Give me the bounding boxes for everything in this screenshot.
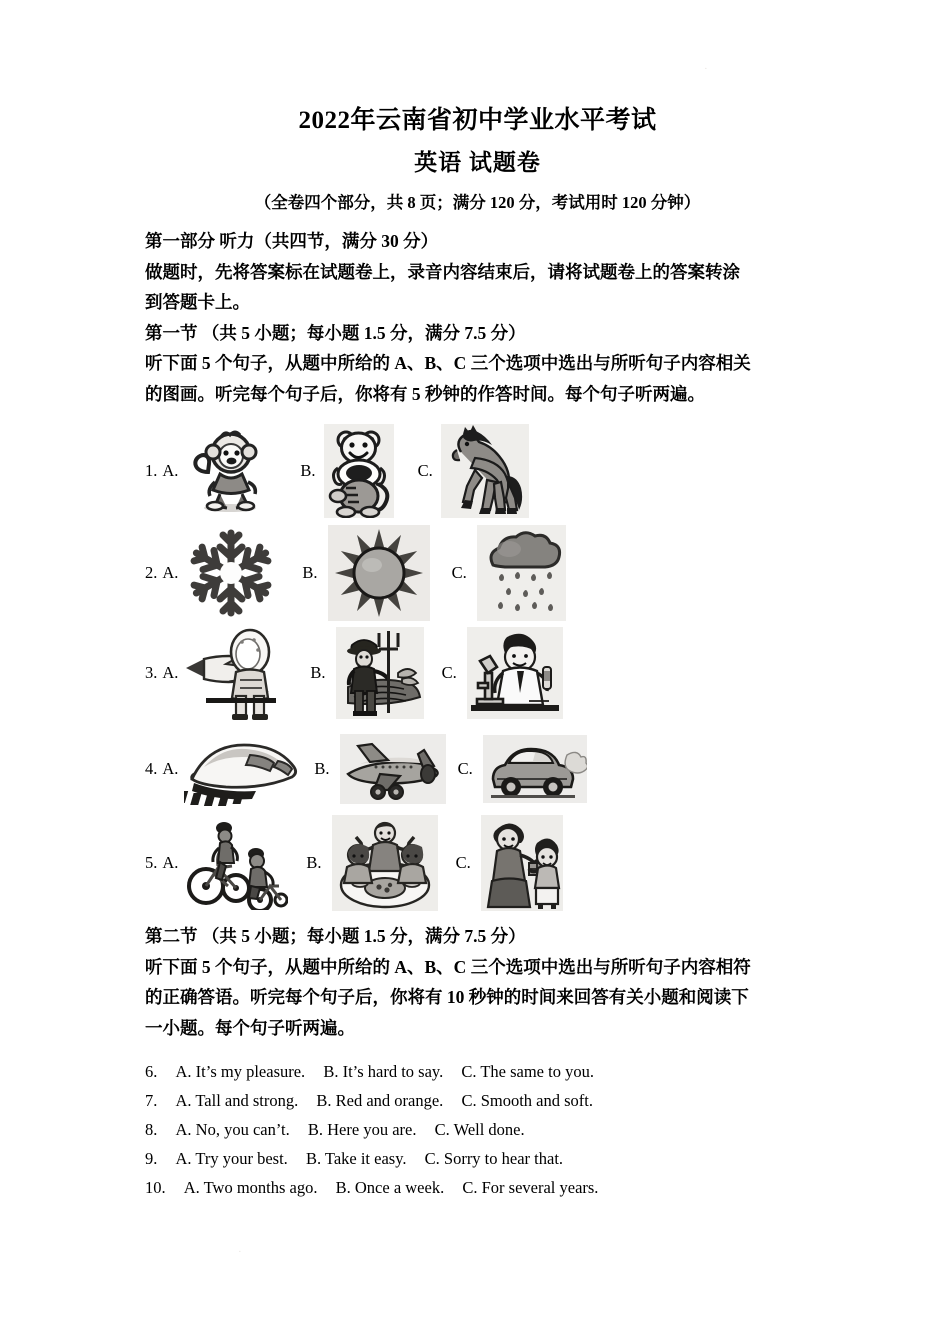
option-2-a[interactable] xyxy=(145,521,280,624)
page-subtitle: 英语 试题卷 xyxy=(414,150,541,175)
option-label-5-a: A. xyxy=(162,853,179,872)
section-one-heading: 第一节 （共 5 小题；每小题 1.5 分，满分 7.5 分） xyxy=(145,322,526,343)
question-7-option-c[interactable]: C. Smooth and soft. xyxy=(461,1091,593,1110)
option-5-b[interactable] xyxy=(306,815,437,911)
question-row-1 xyxy=(145,421,810,521)
question-8-option-b[interactable]: B. Here you are. xyxy=(307,1120,417,1139)
question-9-number: 9. xyxy=(145,1149,158,1168)
option-5-c[interactable] xyxy=(456,815,563,911)
family-meal-picture xyxy=(332,815,438,911)
car-picture xyxy=(483,735,587,803)
option-label-1-b: B. xyxy=(300,461,316,480)
option-2-b[interactable] xyxy=(302,521,429,624)
question-row-4 xyxy=(145,722,810,815)
question-7-number: 7. xyxy=(145,1091,158,1110)
section-two-instruction-line-1: 听下面 5 个句子，从题中所给的 A、B、C 三个选项中选出与所听句子内容相符 xyxy=(145,956,751,977)
option-4-c[interactable] xyxy=(458,722,587,815)
answer-choice-questions xyxy=(145,1057,810,1202)
part-one-heading: 第一部分 听力（共四节，满分 30 分） xyxy=(145,231,439,251)
part-one-instruction-line-2: 到答题卡上。 xyxy=(145,292,250,312)
question-6-row[interactable] xyxy=(145,1057,810,1086)
question-row-3 xyxy=(145,624,810,722)
question-8-row[interactable] xyxy=(145,1115,810,1144)
scientist-picture xyxy=(467,627,563,719)
option-1-a[interactable] xyxy=(145,421,276,521)
option-3-a[interactable] xyxy=(145,624,292,722)
airplane-picture xyxy=(340,734,446,804)
question-4-number: 4. xyxy=(145,758,158,778)
scan-artifact-bottom: · xyxy=(238,1246,242,1258)
monkey-picture xyxy=(184,426,276,516)
rain-cloud-picture xyxy=(477,525,566,621)
option-5-a[interactable] xyxy=(145,815,288,911)
question-10-option-a[interactable]: A. Two months ago. xyxy=(183,1178,318,1197)
option-label-1-a: A. xyxy=(162,461,179,480)
option-2-c[interactable] xyxy=(452,521,566,624)
question-9-option-a[interactable]: A. Try your best. xyxy=(175,1149,288,1168)
cycling-children-picture xyxy=(184,816,288,910)
question-9-option-c[interactable]: C. Sorry to hear that. xyxy=(424,1149,564,1168)
picture-questions xyxy=(145,421,810,911)
part-one-instruction-line-1: 做题时，先将答案标在试题卷上，录音内容结束后，请将试题卷上的答案转涂 xyxy=(145,261,740,282)
question-10-option-b[interactable]: B. Once a week. xyxy=(335,1178,445,1197)
option-label-4-a: A. xyxy=(162,758,179,778)
option-3-c[interactable] xyxy=(442,624,563,722)
question-6-option-c[interactable]: C. The same to you. xyxy=(461,1062,594,1081)
option-4-a[interactable] xyxy=(145,722,302,815)
question-8-option-a[interactable]: A. No, you can’t. xyxy=(175,1120,290,1139)
option-1-c[interactable] xyxy=(418,421,529,521)
section-two-instruction-line-3: 一小题。每个句子听两遍。 xyxy=(145,1017,355,1038)
option-label-4-b: B. xyxy=(314,758,330,778)
section-two-instruction-line-2: 的正确答语。听完每个句子后，你将有 10 秒钟的时间来回答有关小题和阅读下 xyxy=(145,987,749,1007)
question-7-option-a[interactable]: A. Tall and strong. xyxy=(175,1091,299,1110)
page-title: 2022年云南省初中学业水平考试 xyxy=(298,107,657,134)
section-one-instruction-line-1: 听下面 5 个句子，从题中所给的 A、B、C 三个选项中选出与所听句子内容相关 xyxy=(145,353,751,373)
section-one-instruction-line-2: 的图画。听完每个句子后，你将有 5 秒钟的作答时间。每个句子听两遍。 xyxy=(145,383,705,404)
question-10-number: 10. xyxy=(145,1178,166,1197)
question-8-option-c[interactable]: C. Well done. xyxy=(434,1120,525,1139)
option-label-3-b: B. xyxy=(310,663,326,682)
question-7-option-b[interactable]: B. Red and orange. xyxy=(316,1091,444,1110)
exam-meta-line: （全卷四个部分，共 8 页；满分 120 分，考试用时 120 分钟） xyxy=(254,193,701,212)
section-two-heading: 第二节 （共 5 小题；每小题 1.5 分，满分 7.5 分） xyxy=(145,926,526,946)
document-content xyxy=(145,104,810,1202)
giving-gift-picture xyxy=(481,815,563,911)
question-9-row[interactable] xyxy=(145,1144,810,1173)
astronaut-picture xyxy=(184,626,292,720)
option-label-5-c: C. xyxy=(455,853,471,872)
question-row-5 xyxy=(145,815,810,911)
train-picture xyxy=(184,729,302,809)
question-10-option-c[interactable]: C. For several years. xyxy=(462,1178,599,1197)
question-2-number: 2. xyxy=(145,562,158,582)
question-8-number: 8. xyxy=(145,1120,158,1139)
option-label-1-c: C. xyxy=(417,461,433,480)
question-9-option-b[interactable]: B. Take it easy. xyxy=(305,1149,407,1168)
question-3-number: 3. xyxy=(145,663,158,682)
question-6-number: 6. xyxy=(145,1062,158,1081)
question-1-number: 1. xyxy=(145,461,158,480)
sun-picture xyxy=(328,525,430,621)
scan-artifact-top: · xyxy=(704,63,708,75)
horse-picture xyxy=(441,424,529,518)
option-label-3-a: A. xyxy=(162,663,179,682)
question-5-number: 5. xyxy=(145,853,158,872)
option-4-b[interactable] xyxy=(314,722,445,815)
snowflake-picture xyxy=(182,525,280,621)
option-3-b[interactable] xyxy=(310,624,423,722)
question-6-option-b[interactable]: B. It’s hard to say. xyxy=(323,1062,444,1081)
question-7-row[interactable] xyxy=(145,1086,810,1115)
option-label-2-c: C. xyxy=(451,562,467,582)
option-label-5-b: B. xyxy=(306,853,322,872)
tiger-picture xyxy=(324,424,394,518)
question-row-2 xyxy=(145,521,810,624)
option-label-3-c: C. xyxy=(441,663,457,682)
question-10-row[interactable] xyxy=(145,1173,810,1202)
option-1-b[interactable] xyxy=(300,421,393,521)
farmer-picture xyxy=(336,627,424,719)
option-label-4-c: C. xyxy=(457,758,473,778)
option-label-2-b: B. xyxy=(302,562,318,582)
question-6-option-a[interactable]: A. It’s my pleasure. xyxy=(175,1062,306,1081)
option-label-2-a: A. xyxy=(162,562,179,582)
